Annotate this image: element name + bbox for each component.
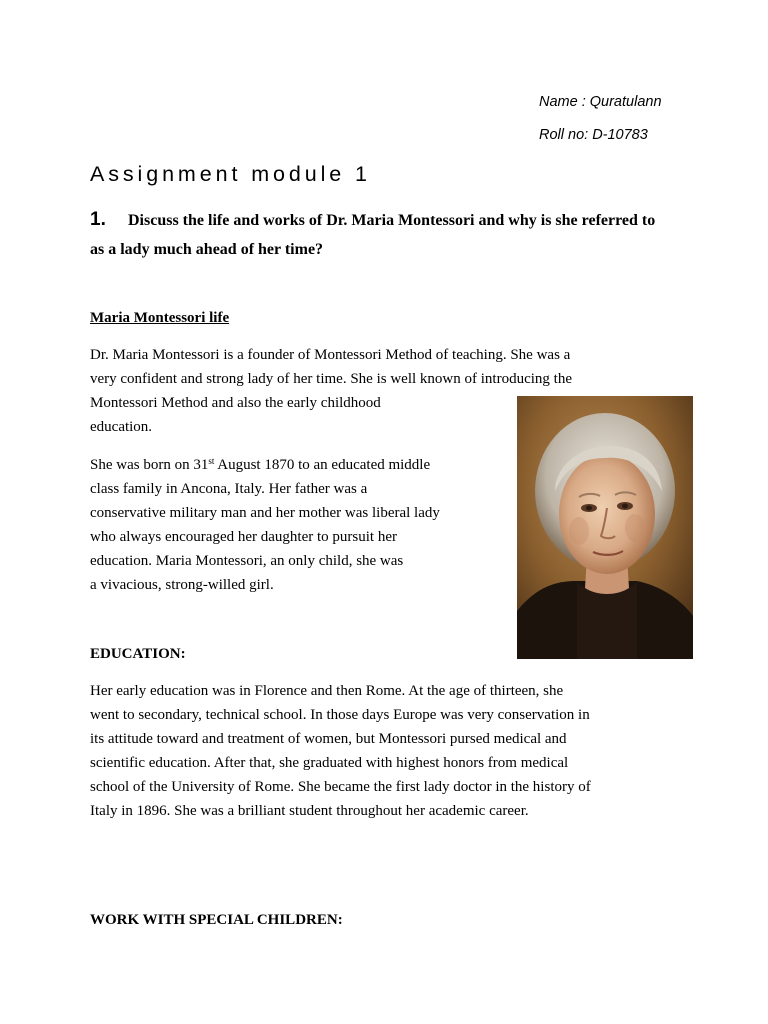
roll-number: Roll no: D-10783: [539, 127, 648, 143]
life-para2-line: education. Maria Montessori, an only child, she was: [90, 553, 404, 569]
education-heading: EDUCATION:: [90, 646, 186, 662]
life-para1-line: very confident and strong lady of her time. She is well known of introducing the: [90, 371, 572, 387]
question-text: Discuss the life and works of Dr. Maria Montessori and why is she referred to as a lady much ahead of her time?: [90, 212, 656, 258]
birth-text-before: She was born on 31: [90, 457, 209, 473]
life-para2-line: a vivacious, strong-willed girl.: [90, 577, 274, 593]
question: [90, 205, 670, 264]
education-line: Italy in 1896. She was a brilliant student throughout her academic career.: [90, 803, 529, 819]
work-heading: WORK WITH SPECIAL CHILDREN:: [90, 912, 343, 928]
life-para2-line: conservative military man and her mother was liberal lady: [90, 505, 440, 521]
assignment-title: Assignment module 1: [90, 162, 371, 186]
birth-text-after: August 1870 to an educated middle: [214, 457, 431, 473]
education-line: went to secondary, technical school. In those days Europe was very conservation in: [90, 707, 590, 723]
education-line: Her early education was in Florence and then Rome. At the age of thirteen, she: [90, 683, 564, 699]
life-para1-line: Dr. Maria Montessori is a founder of Montessori Method of teaching. She was a: [90, 347, 571, 363]
education-line: school of the University of Rome. She became the first lady doctor in the history of: [90, 779, 591, 795]
life-para2-line: [90, 453, 430, 477]
portrait-photo: [517, 396, 693, 659]
education-line: its attitude toward and treatment of women, but Montessori pursed medical and: [90, 731, 567, 747]
life-heading: Maria Montessori life: [90, 310, 230, 326]
question-number: 1.: [90, 209, 106, 230]
life-para1-line: education.: [90, 419, 153, 435]
student-name: Name : Quratulann: [539, 94, 662, 110]
ordinal-suffix: st: [208, 456, 215, 466]
life-para2-line: who always encouraged her daughter to pursuit her: [90, 529, 397, 545]
education-line: scientific education. After that, she graduated with highest honors from medical: [90, 755, 569, 771]
life-para1-line: Montessori Method and also the early childhood: [90, 395, 381, 411]
life-para2-line: class family in Ancona, Italy. Her father was a: [90, 481, 368, 497]
